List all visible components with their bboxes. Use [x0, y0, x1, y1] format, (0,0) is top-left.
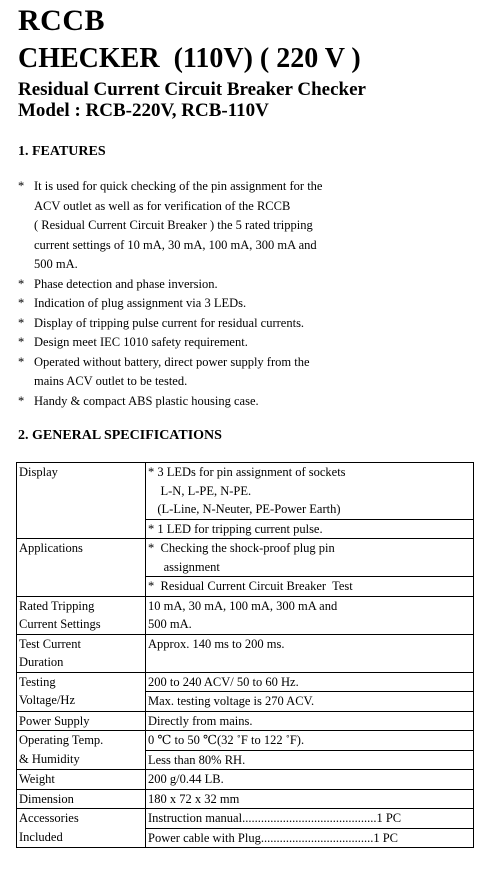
bullet-asterisk: * — [18, 276, 25, 291]
spec-value — [146, 809, 474, 848]
feature-item — [18, 177, 458, 275]
spec-value-line: Instruction manual...........................................1 PC — [148, 811, 402, 825]
bullet-asterisk: * — [18, 393, 25, 408]
spec-value — [146, 463, 474, 539]
spec-label-line: Power Supply — [19, 713, 90, 728]
spec-label-line: Applications — [19, 541, 83, 555]
spec-label — [17, 539, 146, 597]
spec-label-line: Test Current — [19, 636, 81, 651]
product-title-line2: CHECKER (110V) ( 220 V ) — [18, 43, 361, 74]
feature-text: Design meet IEC 1010 safety requirement. — [34, 335, 248, 349]
spec-row — [17, 539, 474, 597]
spec-value-subline: Max. testing voltage is 270 ACV. — [146, 691, 473, 711]
spec-row — [17, 770, 474, 790]
spec-value-line: 200 g/0.44 LB. — [148, 772, 224, 786]
spec-row — [17, 809, 474, 848]
bullet-asterisk: * — [18, 354, 25, 369]
feature-text: Operated without battery, direct power supply from the mains ACV outlet to be tested. — [34, 354, 310, 388]
features-list — [18, 177, 458, 411]
feature-text: Indication of plug assignment via 3 LEDs. — [34, 296, 247, 310]
spec-label-line: Operating Temp. — [19, 733, 104, 747]
spec-value-subline: Power cable with Plug....................................1 PC — [146, 828, 473, 848]
spec-value-line: 200 to 240 ACV/ 50 to 60 Hz. — [148, 674, 299, 689]
feature-text: Phase detection and phase inversion. — [34, 276, 218, 291]
specs-heading: 2. GENERAL SPECIFICATIONS — [18, 428, 222, 443]
spec-value — [146, 789, 474, 809]
spec-value — [146, 672, 474, 711]
spec-value-line: L-N, L-PE, N-PE. — [148, 483, 252, 498]
spec-label-line: Voltage/Hz — [19, 693, 76, 707]
spec-label-line: Testing — [19, 674, 56, 689]
bullet-asterisk: * — [18, 179, 25, 193]
spec-value — [146, 596, 474, 634]
spec-label-line: Weight — [19, 772, 55, 786]
spec-row — [17, 463, 474, 539]
specifications-table — [16, 462, 474, 848]
feature-text: Display of tripping pulse current for residual currents. — [34, 315, 305, 330]
spec-label-line: Duration — [19, 655, 64, 669]
spec-value-line: Directly from mains. — [148, 713, 253, 728]
spec-value-line: 10 mA, 30 mA, 100 mA, 300 mA and — [148, 598, 338, 613]
spec-label — [17, 809, 146, 848]
spec-value — [146, 711, 474, 731]
spec-value-subline: * Residual Current Circuit Breaker Test — [146, 576, 473, 596]
spec-value — [146, 731, 474, 770]
spec-row — [17, 634, 474, 672]
spec-row — [17, 789, 474, 809]
bullet-asterisk: * — [18, 335, 25, 349]
spec-value-line: Approx. 140 ms to 200 ms. — [148, 636, 285, 651]
spec-label — [17, 770, 146, 790]
spec-value-line: 500 mA. — [148, 617, 192, 631]
spec-label-line: Accessories — [19, 811, 79, 825]
spec-label-line: Current Settings — [19, 617, 101, 631]
spec-label — [17, 596, 146, 634]
spec-label-line: & Humidity — [19, 751, 80, 766]
bullet-asterisk: * — [18, 315, 25, 330]
product-subtitle: Residual Current Circuit Breaker Checker — [18, 79, 366, 100]
feature-item — [18, 314, 458, 334]
spec-label — [17, 463, 146, 539]
spec-label — [17, 711, 146, 731]
features-heading: 1. FEATURES — [18, 144, 106, 159]
bullet-asterisk: * — [18, 296, 25, 310]
spec-value-line: * Checking the shock-proof plug pin — [148, 541, 335, 555]
feature-text: Handy & compact ABS plastic housing case. — [34, 393, 259, 408]
spec-value — [146, 539, 474, 597]
product-title-line1: RCCB — [18, 4, 106, 37]
spec-label — [17, 789, 146, 809]
feature-item — [18, 294, 458, 314]
spec-value-line: * 3 LEDs for pin assignment of sockets — [148, 465, 346, 479]
feature-item — [18, 333, 458, 353]
spec-label-line: Display — [19, 465, 58, 479]
spec-value-line: 180 x 72 x 32 mm — [148, 791, 240, 806]
spec-label-line: Included — [19, 829, 63, 844]
spec-label-line: Dimension — [19, 791, 74, 806]
spec-value-line: 0 ℃ to 50 ℃(32 ˚F to 122 ˚F). — [148, 733, 305, 747]
spec-label — [17, 634, 146, 672]
feature-text: It is used for quick checking of the pin assignment for the ACV outlet as well as for verification of the RCCB ( Residual Current Circuit Breaker ) the 5 rated tripping current settings of 10 mA, 30 mA, 100 mA, 300 mA and 500 mA. — [34, 179, 323, 271]
spec-row — [17, 596, 474, 634]
spec-value-subline: * 1 LED for tripping current pulse. — [146, 519, 473, 539]
spec-row — [17, 731, 474, 770]
spec-value-line: assignment — [148, 559, 220, 574]
spec-value — [146, 634, 474, 672]
spec-value-line: (L-Line, N-Neuter, PE-Power Earth) — [148, 502, 341, 516]
feature-item — [18, 392, 458, 412]
spec-value-subline: Less than 80% RH. — [146, 750, 473, 770]
feature-item — [18, 275, 458, 295]
spec-label-line: Rated Tripping — [19, 598, 95, 613]
spec-label — [17, 731, 146, 770]
feature-item — [18, 353, 458, 392]
spec-row — [17, 672, 474, 711]
spec-value — [146, 770, 474, 790]
spec-row — [17, 711, 474, 731]
model-numbers: Model : RCB-220V, RCB-110V — [18, 100, 269, 121]
spec-label — [17, 672, 146, 711]
